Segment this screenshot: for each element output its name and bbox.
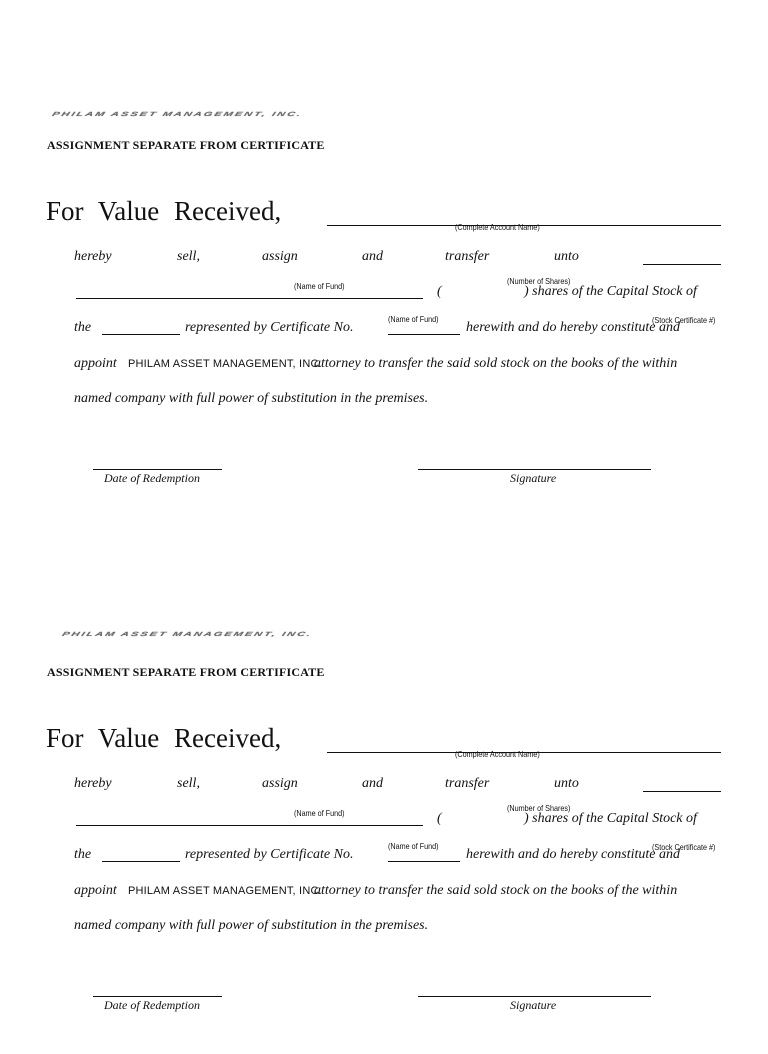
signature-line[interactable] [418, 469, 651, 470]
word-the: the [74, 847, 92, 862]
caption-stock-certificate: (Stock Certificate #) [652, 315, 716, 325]
certificate-number-line[interactable] [388, 861, 460, 862]
fund-name-line[interactable] [76, 298, 423, 299]
word-assign: assign [262, 249, 298, 264]
unto-line[interactable] [643, 791, 721, 792]
word-hereby: hereby [74, 776, 112, 791]
caption-fund-name-2: (Name of Fund) [388, 841, 439, 851]
company-logo: PHILAM ASSET MANAGEMENT, INC. [60, 631, 314, 638]
word-transfer: transfer [445, 776, 490, 791]
word-hereby: hereby [74, 249, 112, 264]
word-the: the [74, 320, 92, 335]
form-heading: ASSIGNMENT SEPARATE FROM CERTIFICATE [47, 665, 325, 679]
caption-fund-name: (Name of Fund) [294, 281, 345, 291]
for-value-received: For Value Received, [46, 196, 282, 226]
word-appoint: appoint [74, 883, 117, 898]
represented-text: represented by Certificate No. [185, 320, 354, 335]
company-name: PHILAM ASSET MANAGEMENT, INC. [128, 358, 322, 370]
attorney-text: attorney to transfer the said sold stock on the books of the within [314, 883, 678, 898]
word-unto: unto [554, 776, 579, 791]
certificate-number-line[interactable] [388, 334, 460, 335]
date-line[interactable] [93, 996, 222, 997]
caption-account-name: (Complete Account Name) [455, 749, 540, 759]
word-assign: assign [262, 776, 298, 791]
word-sell: sell, [177, 249, 200, 264]
unto-line[interactable] [643, 264, 721, 265]
herewith-text: herewith and do hereby constitute and [466, 847, 680, 862]
word-and: and [362, 249, 383, 264]
attorney-text: attorney to transfer the said sold stock on the books of the within [314, 356, 678, 371]
company-logo: PHILAM ASSET MANAGEMENT, INC. [50, 111, 304, 118]
caption-fund-name-2: (Name of Fund) [388, 314, 439, 324]
caption-fund-name: (Name of Fund) [294, 808, 345, 818]
caption-stock-certificate: (Stock Certificate #) [652, 842, 716, 852]
named-company-text: named company with full power of substitution in the premises. [74, 918, 429, 933]
fund-short-line[interactable] [102, 861, 180, 862]
word-unto: unto [554, 249, 579, 264]
signature-line[interactable] [418, 996, 651, 997]
date-of-redemption-label: Date of Redemption [104, 998, 200, 1012]
word-sell: sell, [177, 776, 200, 791]
date-line[interactable] [93, 469, 222, 470]
named-company-text: named company with full power of substitution in the premises. [74, 391, 429, 406]
word-and: and [362, 776, 383, 791]
word-appoint: appoint [74, 356, 117, 371]
open-paren: ( [437, 284, 442, 299]
word-transfer: transfer [445, 249, 490, 264]
assignment-form-2 [0, 527, 768, 1054]
open-paren: ( [437, 811, 442, 826]
represented-text: represented by Certificate No. [185, 847, 354, 862]
caption-number-of-shares: (Number of Shares) [507, 276, 571, 286]
signature-label: Signature [510, 998, 557, 1012]
form-heading: ASSIGNMENT SEPARATE FROM CERTIFICATE [47, 138, 325, 152]
for-value-received: For Value Received, [46, 723, 282, 753]
date-of-redemption-label: Date of Redemption [104, 471, 200, 485]
herewith-text: herewith and do hereby constitute and [466, 320, 680, 335]
company-name: PHILAM ASSET MANAGEMENT, INC. [128, 885, 322, 897]
fund-name-line[interactable] [76, 825, 423, 826]
caption-account-name: (Complete Account Name) [455, 222, 540, 232]
caption-number-of-shares: (Number of Shares) [507, 803, 571, 813]
shares-text: ) shares of the Capital Stock of [524, 284, 697, 299]
shares-text: ) shares of the Capital Stock of [524, 811, 697, 826]
signature-label: Signature [510, 471, 557, 485]
fund-short-line[interactable] [102, 334, 180, 335]
